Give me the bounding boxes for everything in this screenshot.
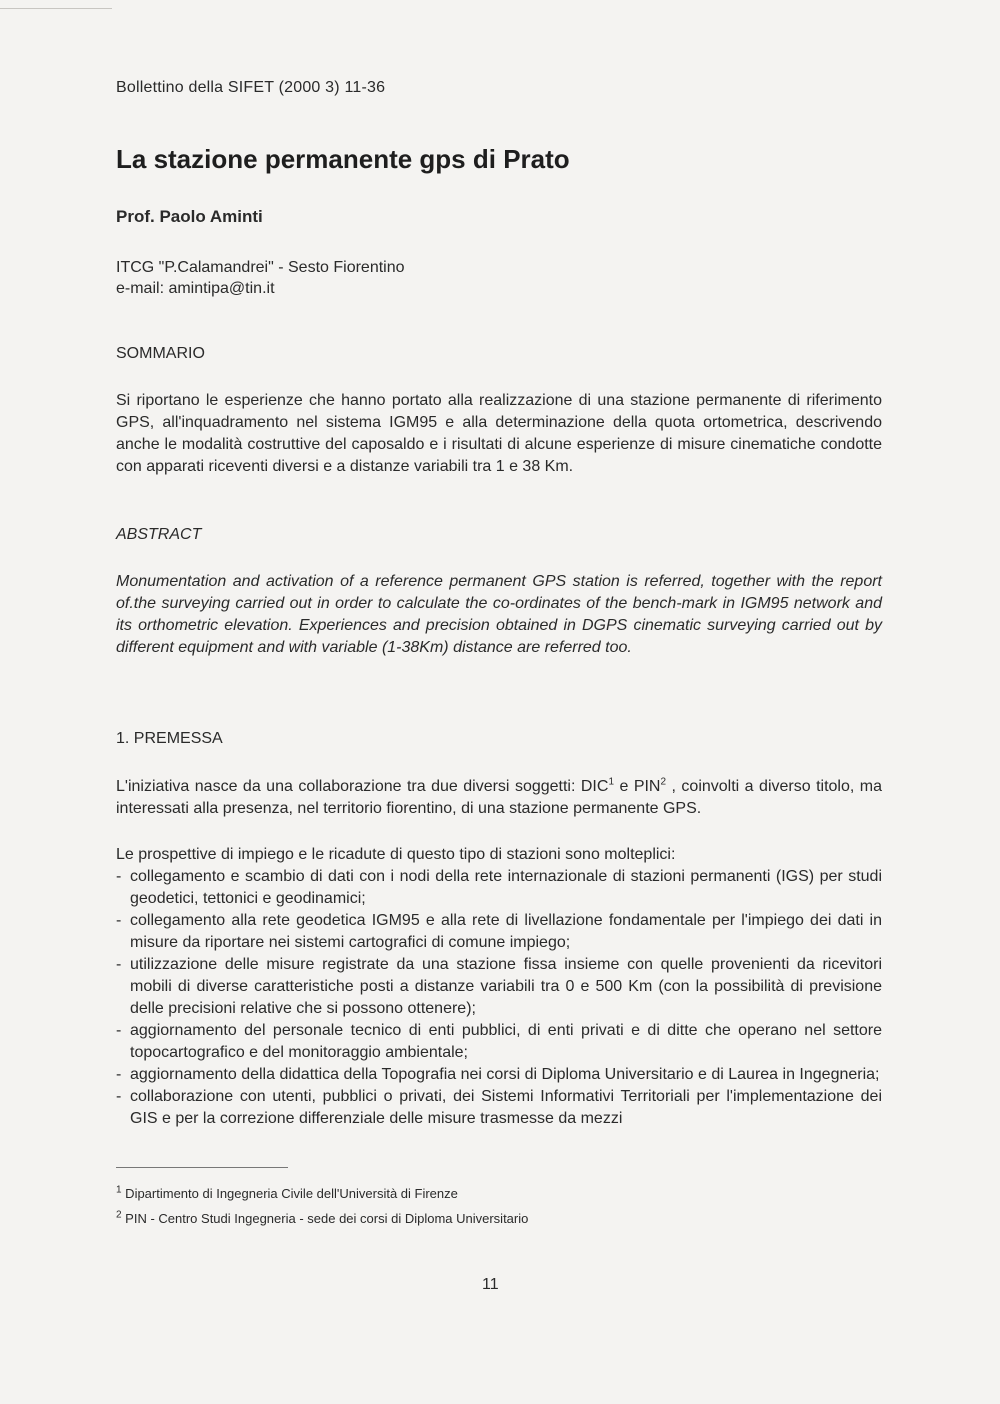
premessa-bullet-list bbox=[116, 866, 882, 1130]
sommario-text: Si riportano le esperienze che hanno portato alla realizzazione di una stazione permanente di riferimento GPS, all'inquadramento nel sistema IGM95 e alla determinazione della quota ortometrica, descrivendo anche le modalità costruttive del caposaldo e i risultati di alcune esperienze di misure cinematiche condotte con apparati riceventi diversi e a distanze variabili tra 1 e 38 Km. bbox=[116, 392, 882, 475]
author-name: Prof. Paolo Aminti bbox=[116, 207, 263, 226]
author-email: e-mail: amintipa@tin.it bbox=[116, 280, 275, 297]
premessa-paragraph-2: Le prospettive di impiego e le ricadute di questo tipo di stazioni sono molteplici: bbox=[116, 846, 676, 863]
scan-edge-mark bbox=[0, 8, 112, 9]
abstract-heading: ABSTRACT bbox=[116, 526, 202, 543]
author-affiliation-block bbox=[116, 257, 405, 299]
premessa-p1-text-c: , coinvolti a diverso titolo, ma interessati alla presenza, nel territorio fiorentino, di una stazione permanente GPS. bbox=[116, 778, 883, 817]
footnote-ref-2: 2 bbox=[660, 776, 667, 788]
abstract-text: Monumentation and activation of a reference permanent GPS station is referred, together with the report of.the surveying carried out in order to calculate the co-ordinates of the bench-mark in IGM95 network and its orthometric elevation. Experiences and precision obtained in DGPS cinematic surveying carried out by different equipment and with variable (1-38Km) distance are referred too. bbox=[116, 573, 882, 656]
footnote-ref-1: 1 bbox=[608, 776, 614, 788]
article-title: La stazione permanente gps di Prato bbox=[116, 144, 570, 174]
list-item: - collegamento alla rete geodetica IGM95 e alla rete di livellazione fondamentale per l'impiego dei dati in misure da riportare nei sistemi cartografici di comune impiego; bbox=[116, 910, 882, 954]
list-item: - aggiornamento della didattica della Topografia nei corsi di Diploma Universitario e di Laurea in Ingegneria; bbox=[116, 1064, 882, 1086]
footnote-text: Dipartimento di Ingegneria Civile dell'Università di Firenze bbox=[121, 1186, 458, 1201]
page-number: 11 bbox=[482, 1276, 499, 1293]
footnote-1 bbox=[116, 1185, 458, 1202]
list-item: - aggiornamento del personale tecnico di enti pubblici, di enti privati e di ditte che operano nel settore topocartografico e del monitoraggio ambientale; bbox=[116, 1020, 882, 1064]
list-item: - collegamento e scambio di dati con i nodi della rete internazionale di stazioni permanenti (IGS) per studi geodetici, tettonici e geodinamici; bbox=[116, 866, 882, 910]
footnote-mark: 1 bbox=[116, 1184, 122, 1196]
affiliation: ITCG "P.Calamandrei" - Sesto Fiorentino bbox=[116, 259, 405, 276]
footnote-divider bbox=[116, 1167, 288, 1168]
premessa-p1-text-a: L'iniziativa nasce da una collaborazione tra due diversi soggetti: DIC bbox=[116, 778, 609, 795]
sommario-heading: SOMMARIO bbox=[116, 345, 205, 362]
footnote-mark: 2 bbox=[116, 1209, 122, 1221]
footnote-text: PIN - Centro Studi Ingegneria - sede dei corsi di Diploma Universitario bbox=[121, 1211, 529, 1226]
premessa-p1-text-b: e PIN bbox=[614, 778, 661, 795]
list-item: - utilizzazione delle misure registrate da una stazione fissa insieme con quelle provenienti da ricevitori mobili di diverse caratteristiche posti a distanze variabili tra 0 e 500 Km (con la possibilità di previsione delle precisioni relative che si possono ottenere); bbox=[116, 954, 882, 1020]
journal-header: Bollettino della SIFET (2000 3) 11-36 bbox=[116, 79, 386, 96]
premessa-heading: 1. PREMESSA bbox=[116, 730, 223, 747]
list-item: - collaborazione con utenti, pubblici o privati, dei Sistemi Informativi Territoriali per l'implementazione dei GIS e per la correzione differenziale delle misure trasmesse da mezzi bbox=[116, 1086, 882, 1130]
premessa-paragraph-1 bbox=[116, 776, 882, 820]
footnote-2 bbox=[116, 1210, 528, 1227]
